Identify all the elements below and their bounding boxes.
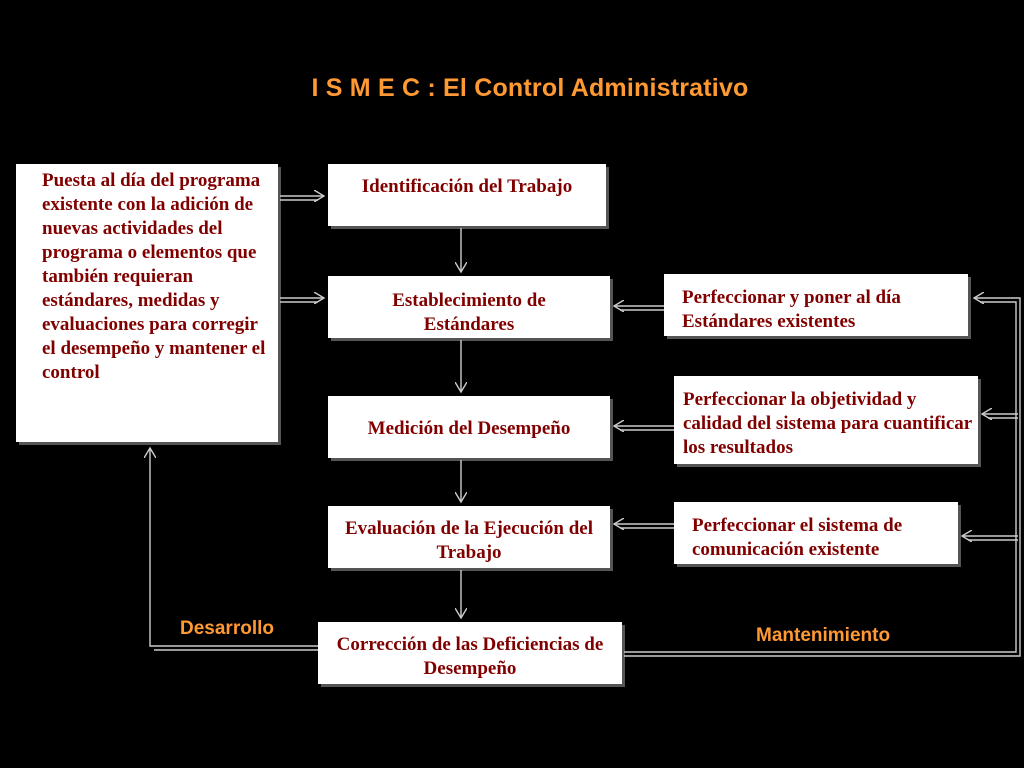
step-establecimiento-label: Establecimiento de Estándares bbox=[392, 290, 546, 335]
page-title: I S M E C : El Control Administrativo bbox=[311, 74, 749, 102]
left-update-text: Puesta al día del programa existente con la adición de nuevas actividades del programa o elementos que también requieran estándares, medidas y evaluaciones para corregir el desempeño y mantener el control bbox=[42, 170, 266, 383]
mantenimiento-loop bbox=[624, 298, 1020, 656]
step-identificacion-label: Identificación del Trabajo bbox=[361, 176, 573, 197]
right-objetividad-text: Perfeccionar la objetividad y calidad del sistema para cuantificar los resultados bbox=[683, 389, 972, 458]
desarrollo-loop bbox=[150, 448, 318, 646]
right-comunicacion-text: Perfeccionar el sistema de comunicación existente bbox=[692, 515, 903, 560]
step-evaluacion-label: Evaluación de la Ejecución del Trabajo bbox=[344, 518, 594, 563]
label-desarrollo: Desarrollo bbox=[180, 618, 274, 639]
right-estandares-text: Perfeccionar y poner al día Estándares existentes bbox=[682, 287, 901, 332]
label-mantenimiento: Mantenimiento bbox=[756, 625, 891, 646]
step-correccion-label: Corrección de las Deficiencias de Desempeño bbox=[336, 634, 604, 679]
step-medicion-label: Medición del Desempeño bbox=[367, 418, 571, 439]
